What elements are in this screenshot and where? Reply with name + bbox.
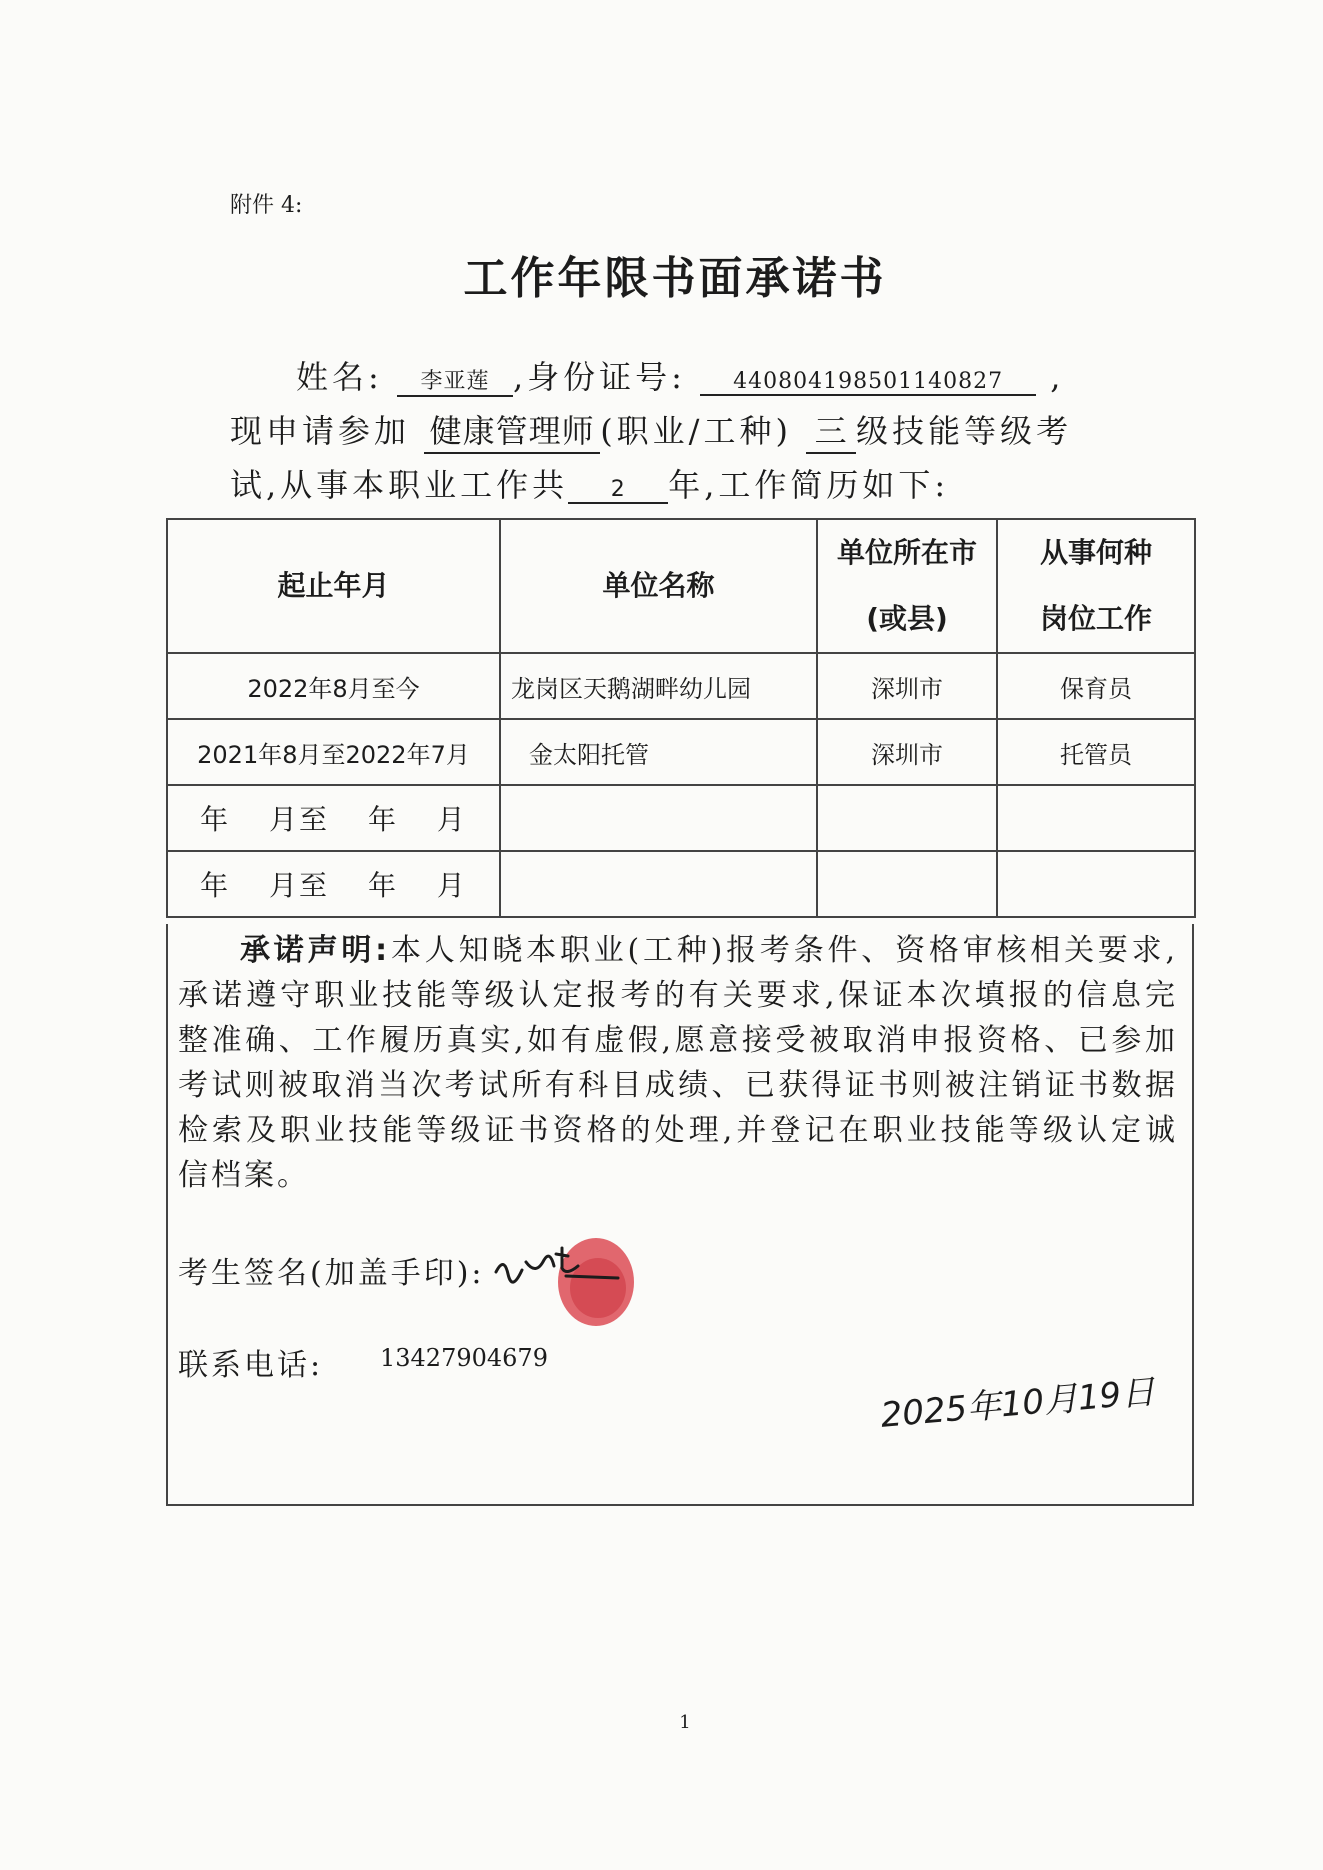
intro-line-1 xyxy=(296,352,1064,398)
signed-date: 2025年10月19日 xyxy=(879,1372,1157,1436)
header-city-line2: (或县) xyxy=(866,602,948,635)
intro-line-2 xyxy=(230,406,1072,454)
cell-post: 保育员 xyxy=(997,653,1195,719)
table-row xyxy=(167,785,1195,851)
table-row xyxy=(167,719,1195,785)
signature-fingerprint-image xyxy=(486,1232,646,1342)
header-post xyxy=(997,519,1195,653)
table-row xyxy=(167,851,1195,917)
cell-city: 深圳市 xyxy=(817,719,997,785)
cell-org: 金太阳托管 xyxy=(500,719,817,785)
cell-city: 深圳市 xyxy=(817,653,997,719)
signature-label: 考生签名(加盖手印): xyxy=(178,1256,485,1291)
cell-org xyxy=(500,785,817,851)
header-city-line1: 单位所在市 xyxy=(836,536,977,569)
occupation-suffix: (职业/工种) xyxy=(600,412,792,450)
years-value: 2 xyxy=(568,477,668,504)
cell-period: 2022年8月至今 xyxy=(167,653,500,719)
attachment-label: 附件 4: xyxy=(230,193,303,218)
cell-org xyxy=(500,851,817,917)
level-value: 三 xyxy=(806,406,856,454)
header-city xyxy=(817,519,997,653)
cell-period: 年 月至 年 月 xyxy=(167,785,500,851)
declaration-text xyxy=(178,928,1178,1198)
cell-org: 龙岗区天鹅湖畔幼儿园 xyxy=(500,653,817,719)
exam-prefix: 试,从事本职业工作共 xyxy=(230,466,569,504)
contact-phone: 13427904679 xyxy=(380,1344,548,1372)
name-label: 姓名: xyxy=(296,358,383,396)
contact-label: 联系电话: xyxy=(178,1348,324,1383)
name-value: 李亚莲 xyxy=(397,364,513,397)
level-suffix: 级技能等级考 xyxy=(856,412,1073,450)
id-number-value: 440804198501140827 xyxy=(700,369,1036,396)
cell-city xyxy=(817,785,997,851)
page-title: 工作年限书面承诺书 xyxy=(463,253,887,304)
table-header-row xyxy=(167,519,1195,653)
header-period: 起止年月 xyxy=(167,519,500,653)
header-post-line2: 岗位工作 xyxy=(1039,602,1152,635)
declaration-lead: 承诺声明: xyxy=(240,933,391,968)
occupation-value: 健康管理师 xyxy=(424,406,600,454)
declaration-body: 本人知晓本职业(工种)报考条件、资格审核相关要求,承诺遵守职业技能等级认定报考的有关要求,保证本次填报的信息完整准确、工作履历真实,如有虚假,愿意接受被取消申报资格、已参加考试则被取消当次考试所有科目成绩、已获得证书则被注销证书数据检索及职业技能等级证书资格的处理,并登记在职业技能等级认定诚信档案。 xyxy=(178,933,1178,1193)
id-suffix: , xyxy=(1050,358,1065,396)
cell-post xyxy=(997,851,1195,917)
cell-post: 托管员 xyxy=(997,719,1195,785)
cell-city xyxy=(817,851,997,917)
cell-period: 2021年8月至2022年7月 xyxy=(167,719,500,785)
work-history-table xyxy=(166,518,1196,918)
header-org: 单位名称 xyxy=(500,519,817,653)
header-post-line1: 从事何种 xyxy=(1039,536,1152,569)
apply-prefix: 现申请参加 xyxy=(230,412,411,450)
intro-line-3 xyxy=(230,460,949,506)
cell-period: 年 月至 年 月 xyxy=(167,851,500,917)
id-label: ,身份证号: xyxy=(512,358,686,396)
page-number: 1 xyxy=(679,1712,691,1733)
table-row xyxy=(167,653,1195,719)
cell-post xyxy=(997,785,1195,851)
years-suffix: 年,工作简历如下: xyxy=(668,466,950,504)
